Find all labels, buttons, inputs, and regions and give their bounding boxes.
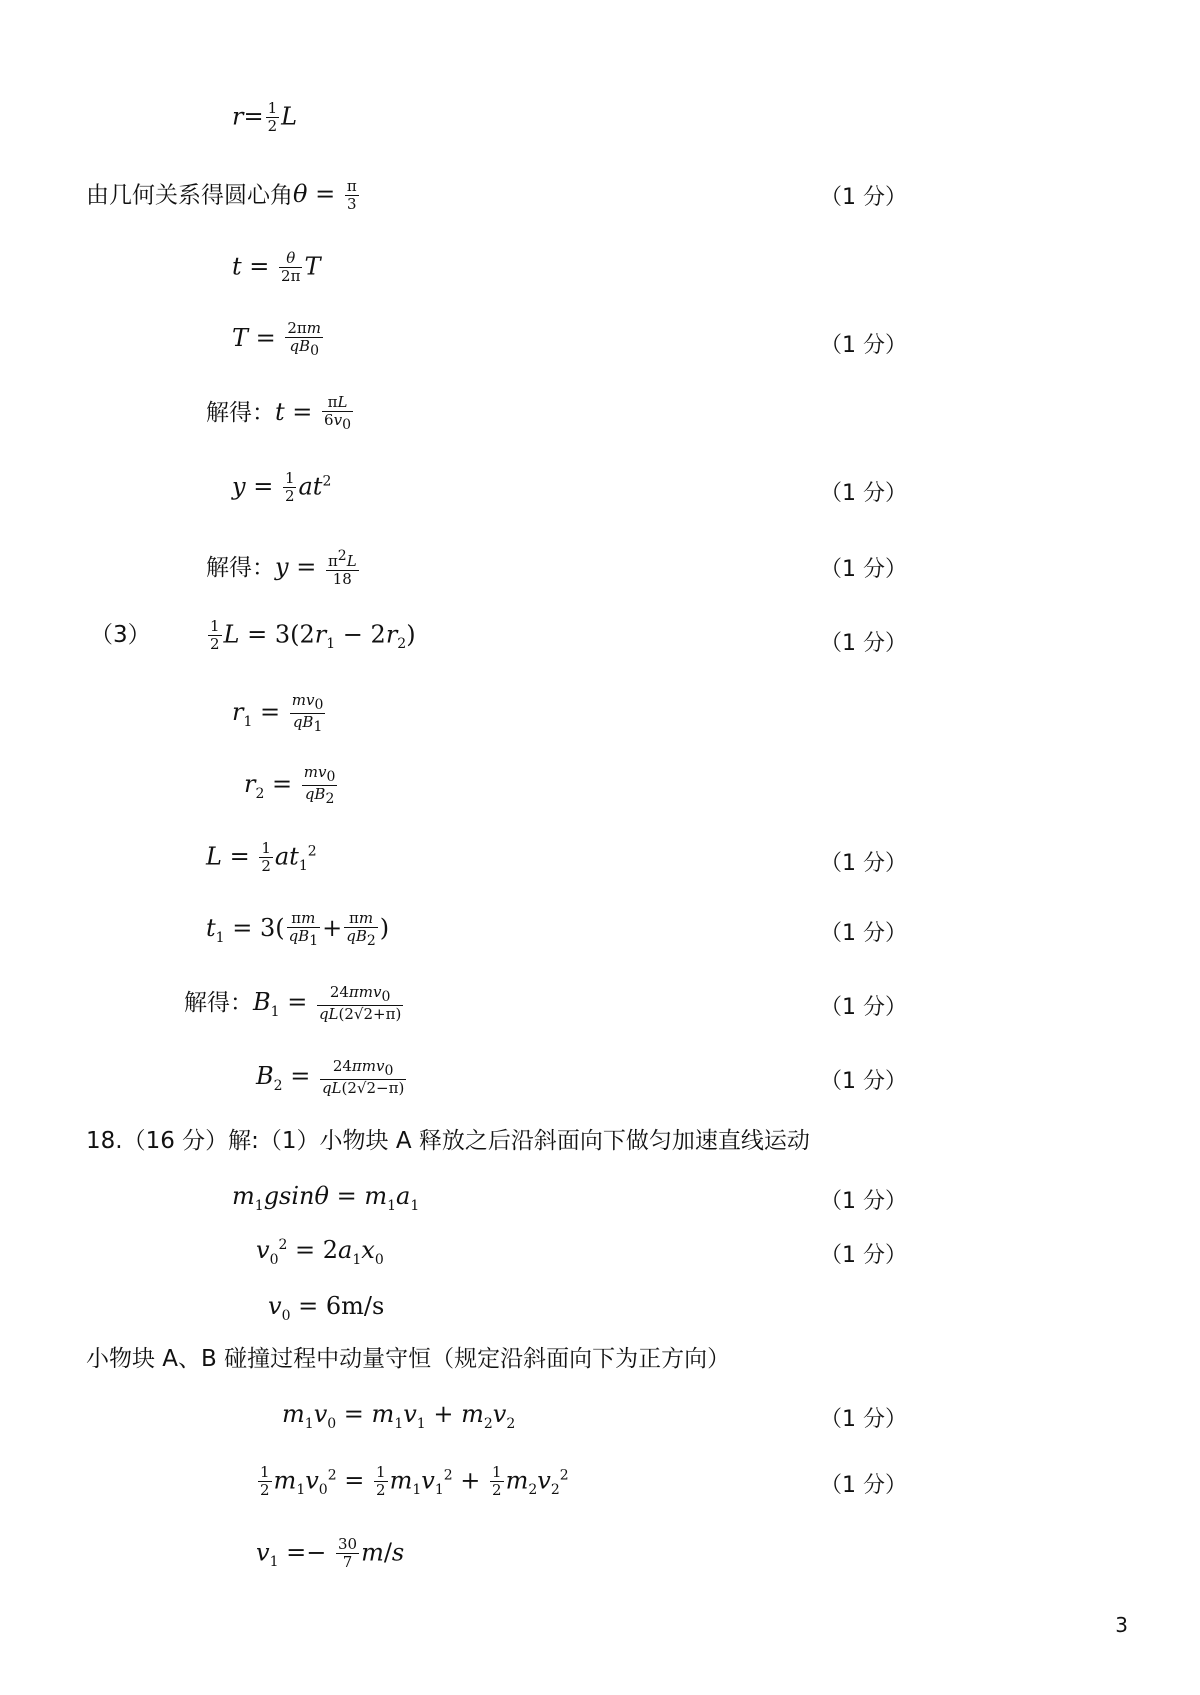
eq-q18-4: $m_1v_0 = m_1v_1 + m_2v_2$ xyxy=(282,1400,516,1432)
sol-y-prefix: 解得： xyxy=(206,554,275,581)
part3-label: （3） xyxy=(90,622,151,648)
page-number: 3 xyxy=(1115,1613,1128,1637)
score-13: （1 分） xyxy=(820,1473,907,1498)
eq-part3: $\frac{1}{2}$ $L = 3(2r_1 - 2r_2)$ xyxy=(210,617,416,654)
eq-y: y = $\frac{1}{2}$ $at^2$ xyxy=(232,469,332,506)
eq-t: t = $\frac{\theta}{2\pi}$ T xyxy=(232,249,321,286)
score-5: （1 分） xyxy=(820,631,907,656)
eq-B2: $B_2$ = $\frac{24\pi mv_0}{qL(2√2-\pi)}$ xyxy=(256,1057,405,1098)
eq-T: T = $\frac{2\pi m}{qB_0}$ xyxy=(232,319,322,360)
score-11: （1 分） xyxy=(820,1243,907,1268)
sol-t-line: 解得：t = $\frac{\pi L}{6v_0}$ xyxy=(206,393,351,434)
sol-t-prefix: 解得： xyxy=(206,400,275,427)
score-1: （1 分） xyxy=(820,185,907,210)
angle-line: 由几何关系得圆心角θ = $\frac{\pi}{3}$ xyxy=(86,177,357,214)
score-2: （1 分） xyxy=(820,333,907,358)
score-8: （1 分） xyxy=(820,995,907,1020)
eq-r-half: r= $\frac{1}{2}$ L xyxy=(232,99,298,136)
q18-heading: 18.（16 分）解:（1）小物块 A 释放之后沿斜面向下做匀加速直线运动 xyxy=(86,1128,810,1154)
eq-q18-1: $m_1gsin\theta = m_1a_1$ xyxy=(232,1182,420,1214)
eq-q18-6: $v_1$ =− $\frac{30}{7}$ m/s xyxy=(256,1535,405,1572)
eq-q18-2: $v_0^2 = 2a_1x_0$ xyxy=(256,1236,384,1268)
score-3: （1 分） xyxy=(820,481,907,506)
eq-r1: $r_1$ = $\frac{mv_0}{qB_1}$ xyxy=(232,691,324,736)
eq-q18-5: $\frac{1}{2}$ $m_1v_0^2$ = $\frac{1}{2}$ $m_1v_1^2$ + $\frac{1}{2}$ $m_2v_2^2$ xyxy=(260,1463,569,1500)
score-12: （1 分） xyxy=(820,1407,907,1432)
eq-L: L = $\frac{1}{2}$ $at_1^2$ xyxy=(206,839,317,876)
score-9: （1 分） xyxy=(820,1069,907,1094)
eq-t1: $t_1 = 3$( $\frac{\pi m}{qB_1}$ + $\frac{\pi m}{qB_2}$ ) xyxy=(206,909,390,950)
score-10: （1 分） xyxy=(820,1189,907,1214)
score-7: （1 分） xyxy=(820,921,907,946)
angle-intro-text: 由几何关系得圆心角 xyxy=(86,182,293,209)
momentum-text: 小物块 A、B 碰撞过程中动量守恒（规定沿斜面向下为正方向） xyxy=(86,1346,731,1372)
sol-B-prefix: 解得： xyxy=(184,990,253,1017)
eq-r2: $r_2$ = $\frac{mv_0}{qB_2}$ xyxy=(244,763,336,808)
sol-y-line: 解得：y = $\frac{\pi^2L}{18}$ xyxy=(206,548,357,589)
score-4: （1 分） xyxy=(820,557,907,582)
score-6: （1 分） xyxy=(820,851,907,876)
eq-q18-3: $v_0 = 6m/s$ xyxy=(268,1292,385,1324)
sol-B1-line: 解得：$B_1$ = $\frac{24\pi mv_0}{qL(2√2+\pi)}$ xyxy=(184,983,402,1024)
